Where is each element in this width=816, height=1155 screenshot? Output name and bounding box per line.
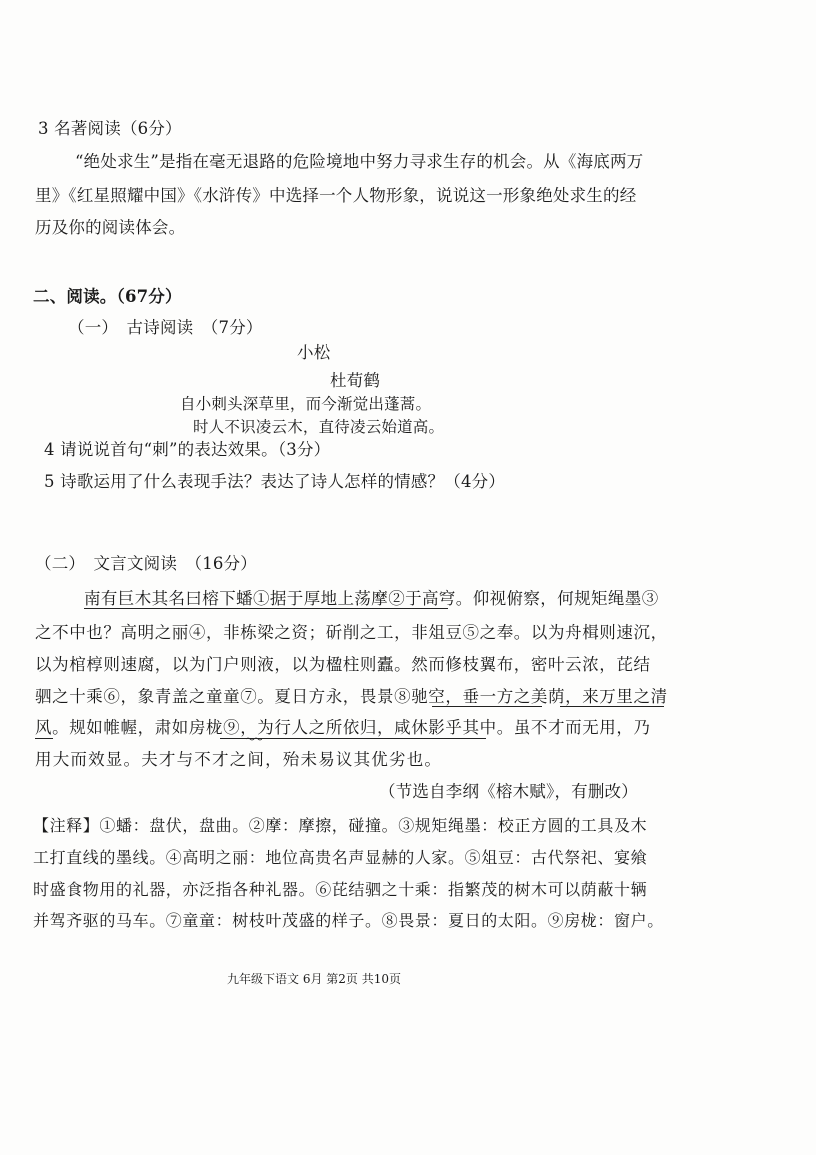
- note-line-1: 【注释】①蟠：盘伏，盘曲。②摩：摩擦，碰撞。③规矩绳墨：校正方圆的工具及木: [33, 816, 648, 835]
- part2-title: 二、阅读。（67分）: [33, 287, 182, 306]
- classical-line-4: 驷之十乘⑥，象青盖之童童⑦。夏日方永，畏景⑧驰空，垂一方之美荫，来万里之清: [35, 687, 668, 706]
- poem-line-1: 自小刺头深草里，而今渐觉出蓬蒿。: [180, 395, 432, 413]
- page-footer: 九年级下语文 6月 第2页 共10页: [227, 972, 401, 986]
- poem-title: 小松: [297, 343, 331, 362]
- question-5: 5 诗歌运用了什么表现手法？表达了诗人怎样的情感？（4分）: [44, 472, 506, 491]
- note-line-3: 时盛食物用的礼器，亦泛指各种礼器。⑥芘结驷之十乘：指繁茂的树木可以荫蔽十辆: [33, 880, 648, 899]
- question-4: 4 请说说首句“刺”的表达效果。（3分）: [44, 440, 331, 459]
- q3-body-line-2: 里》《红星照耀中国》《水浒传》中选择一个人物形象，说说这一形象绝处求生的经: [35, 186, 637, 205]
- classical-source: （节选自李纲《榕木赋》，有删改）: [379, 782, 638, 801]
- underline-sentence-2b: [560, 706, 664, 707]
- classical-line-2: 之不中也？高明之丽④，非栋梁之资；斫削之工，非俎豆⑤之奉。以为舟楫则速沉，: [35, 623, 668, 642]
- classical-line-1: 南有巨木其名曰榕下蟠①据于厚地上荡摩②于高穹。仰视俯察，何规矩绳墨③: [84, 589, 659, 608]
- poem-line-2: 时人不识凌云木，直待凌云始道高。: [193, 418, 445, 436]
- wavy-mark-qing: [246, 737, 262, 741]
- classical-line-6: 用大而效显。夫才与不才之间，殆未易议其优劣也。: [35, 750, 443, 769]
- poetry-section-title: （一） 古诗阅读 （7分）: [68, 318, 263, 337]
- classical-line-3: 以为棺椁则速腐，以为门户则液，以为楹柱则蠹。然而修枝翼布，密叶云浓，芘结: [35, 655, 651, 674]
- note-line-4: 并驾齐驱的马车。⑦童童：树枝叶茂盛的样子。⑧畏景：夏日的太阳。⑨房栊：窗户。: [33, 911, 664, 930]
- underline-sentence-2a: [432, 706, 542, 707]
- q3-title: 3 名著阅读（6分）: [38, 119, 182, 138]
- poem-author: 杜荀鹤: [330, 371, 381, 390]
- note-line-2: 工打直线的墨线。④高明之丽：地位高贵名声显赫的人家。⑤俎豆：古代祭祀、宴飨: [33, 848, 648, 867]
- q3-body-line-3: 历及你的阅读体会。: [35, 218, 186, 237]
- q3-body-line-1: “绝处求生”是指在毫无退路的危险境地中努力寻求生存的机会。从《海底两万: [75, 152, 644, 171]
- underline-sentence-2c: [35, 738, 53, 739]
- underline-sentence-1: [84, 608, 448, 609]
- classical-section-title: （二） 文言文阅读 （16分）: [35, 554, 257, 573]
- classical-line-5: 风。规如帷幄，肃如房栊⑨，为行人之所依归，咸休影乎其中。虽不才而无用，乃: [35, 718, 651, 737]
